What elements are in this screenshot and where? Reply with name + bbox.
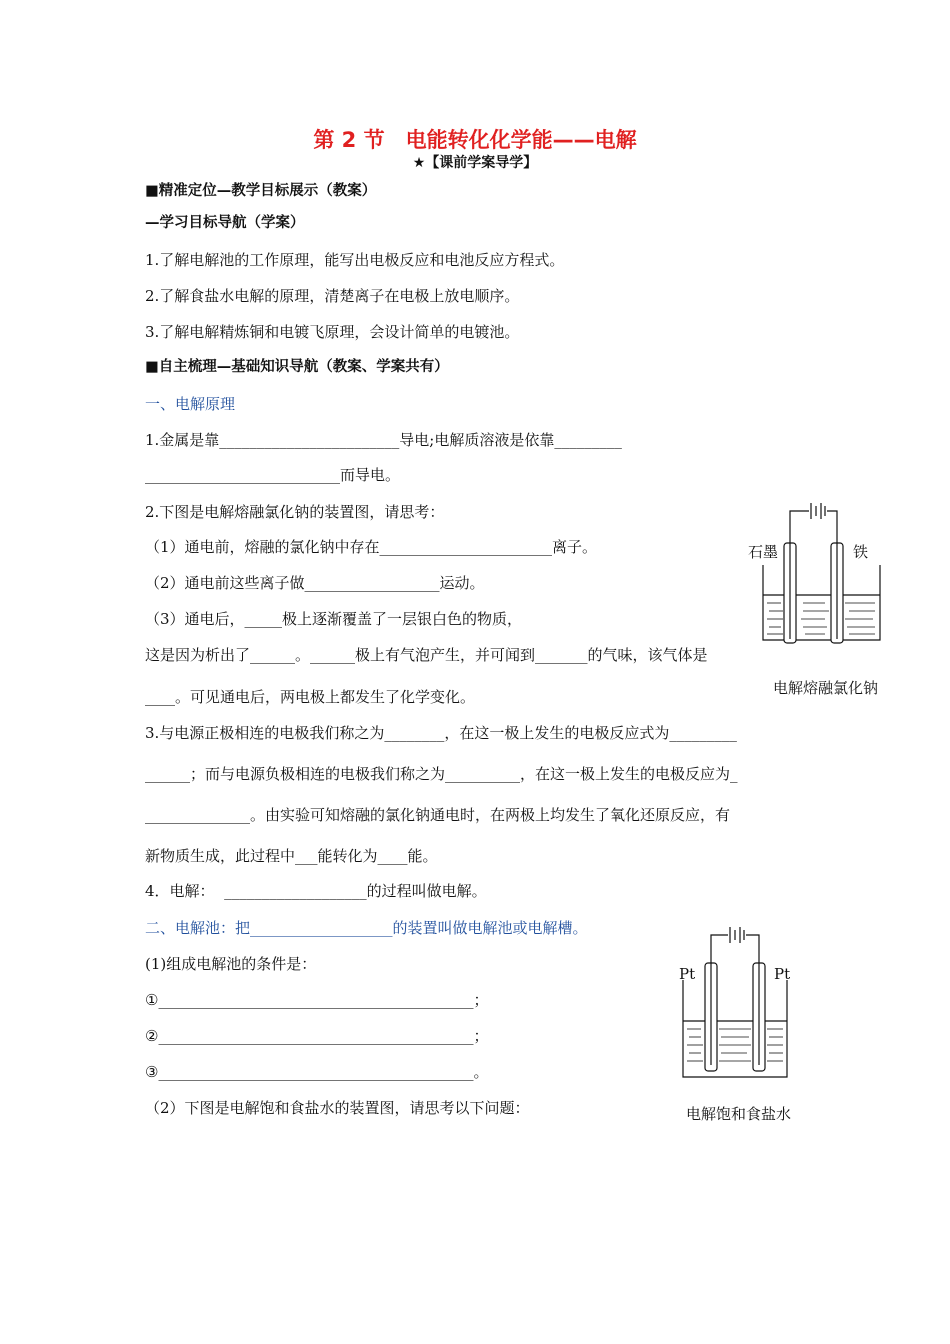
- left-pt-electrode-label: Pt: [679, 965, 696, 983]
- right-pt-electrode-label: Pt: [774, 965, 791, 983]
- question-3-line-3: ______________。由实验可知熔融的氯化钠通电时，在两极上均发生了氧化还原反应，有: [145, 806, 731, 824]
- question-4: 4．电解： ___________________的过程叫做电解。: [145, 882, 487, 900]
- cell-condition-2: ②__________________________________________；: [145, 1027, 489, 1045]
- question-2-part-3-line-3: ____。可见通电后，两电极上都发生了化学变化。: [145, 688, 476, 706]
- heading-learning-goals: —学习目标导航（学案）: [145, 215, 305, 231]
- goal-1: 1.了解电解池的工作原理，能写出电极反应和电池反应方程式。: [145, 251, 565, 269]
- question-2-part-3: （3）通电后，_____极上逐渐覆盖了一层银白色的物质，: [145, 610, 523, 628]
- question-1-line-2: __________________________而导电。: [145, 466, 401, 484]
- question-1-line-1: 1.金属是靠________________________导电;电解质溶液是依靠_________: [145, 431, 622, 449]
- question-3-line-1: 3.与电源正极相连的电极我们称之为________，在这一极上发生的电极反应式为_________: [145, 724, 737, 742]
- molten-nacl-apparatus: [745, 495, 895, 655]
- question-2-intro: 2.下图是电解熔融氯化钠的装置图，请思考：: [145, 503, 445, 521]
- cell-condition-3: ③__________________________________________。: [145, 1063, 489, 1081]
- question-2-part-1: （1）通电前，熔融的氯化钠中存在_______________________离子。: [145, 538, 598, 556]
- section-electrolytic-cell: 二、电解池：把___________________的装置叫做电解池或电解槽。: [145, 919, 588, 937]
- section-subtitle: ★【课前学案导学】: [412, 155, 538, 171]
- goal-2: 2.了解食盐水电解的原理，清楚离子在电极上放电顺序。: [145, 287, 520, 305]
- question-3-line-2: ______；而与电源负极相连的电极我们称之为__________，在这一极上发生的电极反应为_: [145, 765, 738, 783]
- heading-basic-knowledge: ■自主梳理—基础知识导航（教案、学案共有）: [145, 359, 449, 375]
- cell-conditions-intro: (1)组成电解池的条件是：: [145, 955, 317, 973]
- heading-teaching-goals: ■精准定位—教学目标展示（教案）: [145, 183, 377, 199]
- section-title: 第 2 节 电能转化化学能——电解: [313, 128, 637, 152]
- goal-3: 3.了解电解精炼铜和电镀飞原理，会设计简单的电镀池。: [145, 323, 520, 341]
- brine-apparatus: [665, 925, 805, 1085]
- question-2-part-3-line-2: 这是因为析出了______。______极上有气泡产生，并可闻到_______的气味，该气体是: [145, 646, 708, 664]
- iron-electrode-label: 铁: [853, 543, 869, 561]
- question-2-part-2: （2）通电前这些离子做__________________运动。: [145, 574, 485, 592]
- section-electrolysis-principle: 一、电解原理: [145, 395, 236, 413]
- molten-nacl-caption: 电解熔融氯化钠: [773, 679, 879, 697]
- brine-caption: 电解饱和食盐水: [686, 1105, 792, 1123]
- graphite-electrode-label: 石墨: [748, 543, 779, 561]
- cell-condition-1: ①__________________________________________；: [145, 991, 489, 1009]
- brine-question-intro: （2）下图是电解饱和食盐水的装置图，请思考以下问题：: [145, 1099, 530, 1117]
- question-3-line-4: 新物质生成，此过程中___能转化为____能。: [145, 847, 438, 865]
